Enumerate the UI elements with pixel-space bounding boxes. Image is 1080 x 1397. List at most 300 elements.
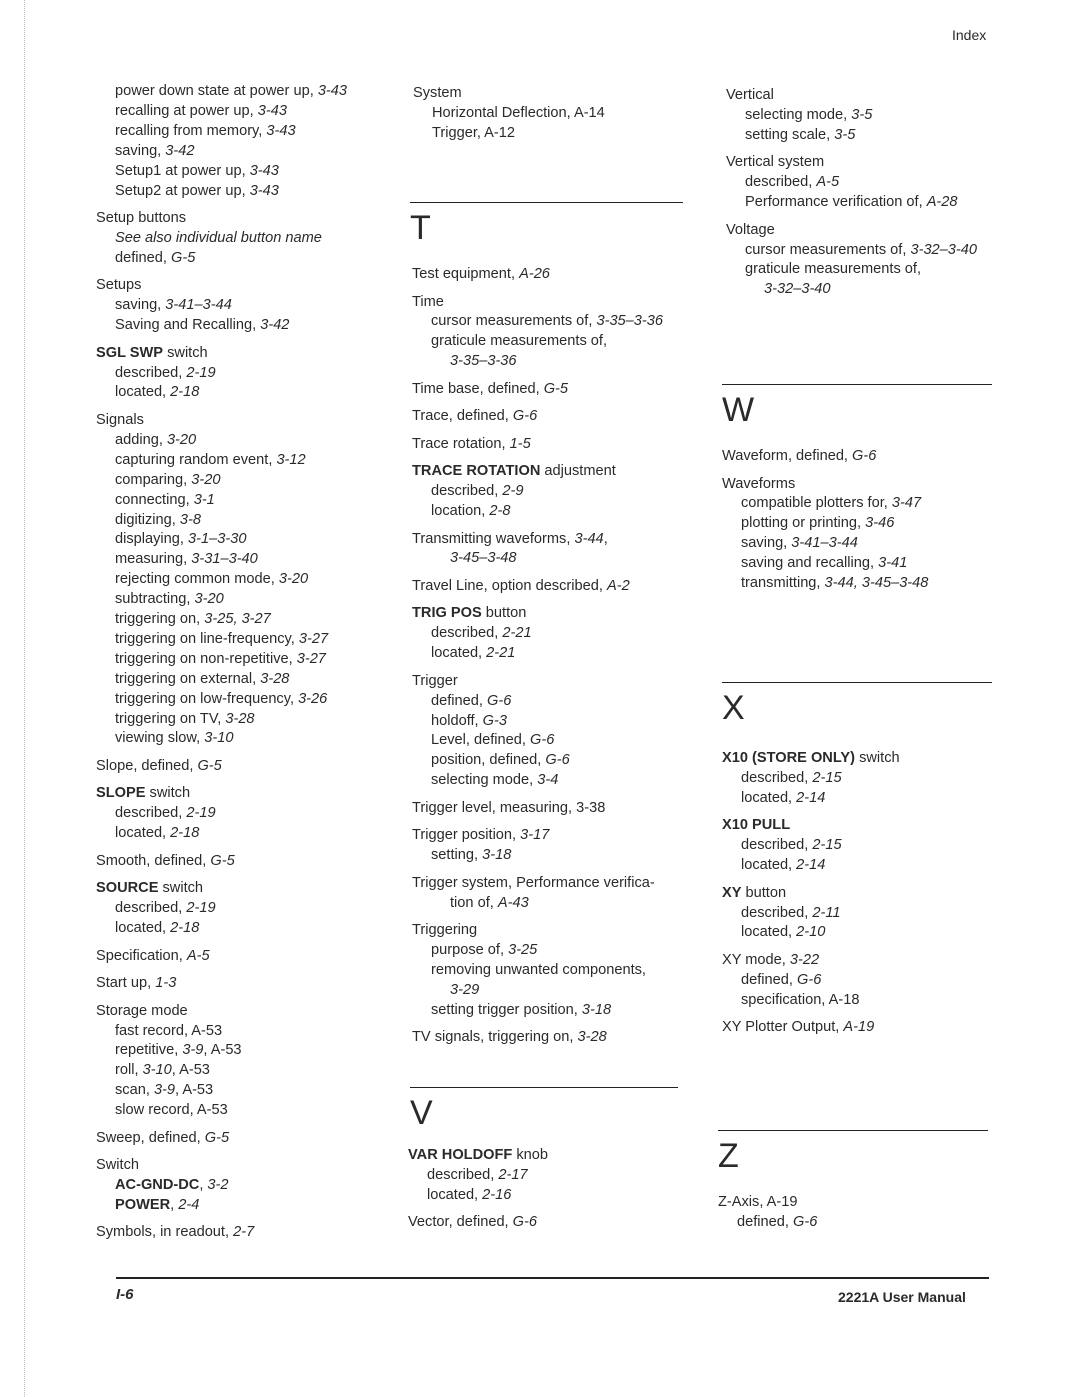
entry-text: Setup2 at power up, [115, 182, 250, 199]
page-reference: 3-41 [878, 555, 908, 572]
index-term [412, 799, 683, 819]
index-subterm [726, 126, 977, 146]
entry-text: Triggering [412, 922, 478, 939]
page-reference: 3-41–3-44 [791, 535, 858, 552]
index-subterm [96, 710, 347, 730]
index-subterm [96, 804, 347, 824]
page-reference: 3-10 [142, 1062, 172, 1079]
section-letter: T [410, 209, 431, 247]
index-entry [412, 293, 683, 373]
index-entry [412, 1028, 683, 1048]
entry-text: triggering on external, [115, 670, 261, 687]
page-reference: 3-17 [520, 827, 550, 844]
index-term [96, 1002, 347, 1022]
entry-text: Transmitting waveforms, [412, 530, 575, 547]
index-entry [96, 784, 347, 844]
index-entry [96, 276, 347, 336]
entry-text: defined, [741, 971, 797, 988]
page-reference: 3-20 [278, 571, 309, 588]
page-reference: A-5 [816, 174, 840, 191]
index-subterm [722, 574, 992, 594]
page-reference: 3-9 [182, 1042, 204, 1059]
entry-text: defined, [737, 1213, 793, 1230]
page-reference: G-5 [197, 757, 222, 774]
page-reference: 3-44, 3-45–3-48 [824, 575, 929, 592]
page-reference: G-6 [793, 1213, 818, 1230]
index-subterm [412, 751, 683, 771]
entry-text: connecting, [115, 491, 194, 508]
entry-text: fast record, A-53 [115, 1022, 223, 1039]
entry-text: located, [431, 645, 487, 662]
index-subterm [722, 836, 992, 856]
index-subterm [96, 1022, 347, 1042]
index-subterm [412, 624, 683, 644]
page-reference: 2-18 [170, 825, 200, 842]
page-reference: 2-19 [186, 364, 216, 381]
entry-text: slow record, A-53 [115, 1102, 228, 1119]
section-x-entries [722, 749, 992, 1038]
entry-text: Travel Line, option described, [412, 577, 607, 594]
section-w [722, 384, 992, 602]
index-term [96, 784, 347, 804]
entry-text: Time base, defined, [412, 380, 544, 397]
entry-text: knob [512, 1147, 549, 1163]
page-reference: 3-20 [194, 591, 224, 608]
index-subterm [96, 122, 347, 142]
entry-text: selecting mode, [431, 772, 538, 789]
section-t [410, 202, 683, 1056]
index-subterm [412, 1001, 683, 1021]
page-reference: 3-18 [482, 847, 512, 864]
index-subterm [412, 771, 683, 791]
entry-text: saving and recalling, [741, 555, 879, 572]
index-subterm [722, 923, 992, 943]
index-subterm [96, 162, 347, 182]
page-reference: 3-2 [207, 1177, 229, 1194]
index-subterm [96, 1061, 347, 1081]
index-term [722, 884, 992, 904]
page-reference: A-2 [606, 577, 630, 594]
page-reference: G-6 [530, 732, 555, 749]
index-term [722, 447, 992, 467]
entry-text: tion of, [450, 894, 498, 911]
page-reference: G-5 [204, 1129, 230, 1146]
index-term [96, 947, 347, 967]
index-subterm [96, 1081, 347, 1101]
index-subterm [96, 102, 347, 122]
index-entry [412, 826, 683, 866]
entry-text: selecting mode, [745, 106, 852, 123]
index-subterm [412, 644, 683, 664]
index-term [408, 1213, 678, 1233]
index-subterm [96, 610, 347, 630]
index-term [718, 1193, 988, 1213]
control-name: X10 PULL [722, 817, 791, 834]
index-entry [412, 407, 683, 427]
control-name: POWER [115, 1196, 171, 1213]
page-reference: 3-43 [257, 102, 287, 119]
section-letter: Z [718, 1137, 739, 1175]
index-subterm [96, 491, 347, 511]
page-reference: G-6 [487, 692, 512, 709]
entry-text: , [199, 1177, 208, 1194]
index-term [412, 672, 683, 692]
page-reference: 2-17 [498, 1166, 528, 1183]
index-subterm [722, 991, 992, 1011]
page-reference: 3-44 [574, 530, 604, 547]
entry-text: setting trigger position, [431, 1001, 582, 1018]
page-reference: G-6 [852, 448, 877, 464]
page-reference: 2-4 [178, 1196, 200, 1213]
index-subterm [96, 1101, 347, 1121]
index-subterm [722, 789, 992, 809]
entry-text: described, [115, 805, 187, 822]
index-subterm [722, 769, 992, 789]
entry-text: Performance verification of, [745, 194, 927, 211]
index-subterm [96, 316, 347, 336]
index-entry [726, 221, 977, 301]
page-reference: 3-47 [891, 495, 922, 512]
index-subterm [412, 482, 683, 502]
entry-text: Smooth, defined, [96, 852, 211, 869]
control-name: X10 (STORE ONLY) [722, 750, 856, 766]
page-reference: A-43 [497, 894, 529, 911]
entry-text: switch [163, 344, 208, 361]
entry-text: graticule measurements of, [431, 333, 608, 350]
index-entry [412, 265, 683, 285]
entry-text: described, [431, 483, 503, 500]
entry-text: capturing random event, [115, 451, 277, 468]
index-subterm [96, 650, 347, 670]
entry-text: described, [741, 904, 813, 921]
page-reference: 2-21 [502, 625, 532, 642]
index-term [96, 209, 347, 229]
index-subterm [412, 941, 683, 961]
page-reference: 3-32–3-40 [910, 241, 978, 258]
entry-text: Sweep, defined, [96, 1129, 205, 1146]
entry-text: repetitive, [115, 1042, 183, 1059]
index-entry [412, 530, 683, 570]
index-subterm [96, 511, 347, 531]
index-term [412, 462, 683, 482]
control-name: VAR HOLDOFF [408, 1147, 513, 1163]
entry-text: triggering on line-frequency, [115, 630, 299, 647]
index-entry [726, 153, 977, 213]
index-term [722, 749, 992, 769]
index-subterm [722, 971, 992, 991]
page-reference: 3-5 [851, 106, 873, 123]
index-subterm [412, 502, 683, 522]
page-reference: 3-29 [450, 981, 480, 998]
index-entry [96, 209, 347, 269]
page-reference: 1-5 [509, 435, 531, 452]
entry-text: XY mode, [722, 951, 790, 968]
entry-text: , [603, 530, 608, 547]
page-reference: 3-22 [789, 951, 820, 968]
index-subterm [722, 554, 992, 574]
index-subterm [96, 550, 347, 570]
page-reference: G-5 [171, 249, 196, 266]
index-entry [96, 1002, 347, 1121]
index-entry [412, 921, 683, 1021]
entry-text: described, [427, 1166, 499, 1183]
entry-text: position, defined, [431, 752, 546, 769]
entry-text: setting scale, [745, 126, 835, 143]
index-entry [96, 879, 347, 939]
section-rule [410, 1087, 678, 1088]
index-subterm [726, 193, 977, 213]
entry-text: Slope, defined, [96, 757, 198, 774]
page-reference: 3-5 [834, 126, 856, 143]
index-subterm [412, 981, 683, 1001]
index-entry [412, 462, 683, 522]
index-entry [96, 852, 347, 872]
entry-text: saving, [115, 142, 166, 159]
entry-text: saving, [115, 297, 166, 314]
section-rule [722, 384, 992, 385]
page-reference: 2-15 [812, 769, 842, 786]
entry-text: graticule measurements of, [745, 261, 922, 278]
entry-text: Saving and Recalling, [115, 317, 261, 334]
entry-text: , A-53 [203, 1042, 242, 1059]
page-reference: 3-45–3-48 [450, 550, 517, 567]
page-reference: 3-1–3-30 [188, 531, 247, 548]
index-entry [96, 411, 347, 749]
index-subterm [412, 549, 683, 569]
entry-text: button [481, 605, 527, 622]
page-reference: 2-7 [233, 1224, 255, 1241]
index-subterm [96, 249, 347, 269]
index-subterm [96, 364, 347, 384]
index-subterm [412, 692, 683, 712]
section-v-continued [726, 86, 977, 308]
index-subterm [96, 471, 347, 491]
index-subterm [96, 182, 347, 202]
entry-text: Trigger [412, 672, 458, 689]
page-reference: 3-42 [260, 317, 290, 334]
section-rule [410, 202, 683, 203]
entry-text: XY Plotter Output, [722, 1019, 844, 1036]
index-term [412, 921, 683, 941]
index-subterm [722, 514, 992, 534]
entry-text: roll, [115, 1062, 143, 1079]
index-entry [412, 604, 683, 664]
entry-text: described, [741, 837, 813, 854]
page-reference: 2-10 [796, 924, 826, 941]
index-subterm [412, 894, 683, 914]
control-name: AC-GND-DC [115, 1177, 200, 1194]
index-entry [408, 1146, 678, 1206]
page-reference: 3-43 [249, 162, 279, 179]
section-z [718, 1130, 988, 1240]
index-term [96, 852, 347, 872]
entry-text: Trigger system, Performance verifica- [412, 874, 655, 891]
page-reference: 2-19 [186, 805, 216, 822]
page-reference: 3-10 [204, 730, 234, 747]
index-entry [412, 799, 683, 819]
entry-text: located, [115, 920, 171, 937]
index-subterm [412, 712, 683, 732]
entry-text: Horizontal Deflection, A-14 [432, 104, 605, 121]
index-subterm [96, 229, 347, 249]
entry-text: located, [741, 857, 797, 874]
index-subterm [412, 846, 683, 866]
entry-text: Specification, [96, 947, 187, 964]
index-entry [96, 1129, 347, 1149]
index-term [96, 411, 347, 431]
index-term [96, 276, 347, 296]
entry-text: switch [158, 880, 204, 897]
section-letter: V [410, 1094, 433, 1132]
index-term [412, 577, 683, 597]
index-subterm [96, 1041, 347, 1061]
index-subterm [412, 731, 683, 751]
entry-text: removing unwanted components, [431, 961, 646, 978]
page-reference: 3-43 [317, 83, 348, 99]
page-reference: G-3 [482, 712, 507, 729]
entry-text: Setups [96, 277, 142, 294]
index-subterm [413, 124, 605, 144]
entry-text: Vertical system [726, 154, 825, 171]
page-reference: 2-16 [482, 1186, 512, 1203]
entry-text: recalling at power up, [115, 102, 258, 119]
entry-text: Setup1 at power up, [115, 162, 250, 179]
entry-text: viewing slow, [115, 730, 205, 747]
control-name: XY [722, 884, 742, 901]
index-subterm [726, 106, 977, 126]
index-subterm [96, 570, 347, 590]
control-name: SLOPE [96, 785, 146, 802]
index-subterm [412, 352, 683, 372]
index-entry [96, 1156, 347, 1216]
entry-text: Z-Axis, A-19 [718, 1194, 798, 1210]
entry-text: Time [412, 293, 444, 310]
index-term [722, 816, 992, 836]
page-reference: 3-25, 3-27 [204, 611, 271, 628]
index-term [412, 874, 683, 894]
index-subterm [408, 1166, 678, 1186]
page-reference: 3-20 [191, 471, 221, 488]
entry-text: location, [431, 503, 490, 520]
entry-text: digitizing, [115, 511, 180, 528]
page-reference: 2-15 [812, 837, 842, 854]
entry-text: plotting or printing, [741, 515, 866, 532]
index-entry [722, 884, 992, 944]
page-number: I-6 [116, 1286, 134, 1303]
page-reference: G-6 [797, 971, 822, 988]
index-term [408, 1146, 678, 1166]
section-w-entries [722, 447, 992, 594]
entry-text: Trace rotation, [412, 435, 510, 452]
entry-text: Trace, defined, [412, 408, 513, 425]
section-letter: W [722, 391, 755, 429]
index-subterm [96, 729, 347, 749]
page-reference: G-6 [545, 752, 570, 769]
index-term [722, 951, 992, 971]
entry-text: triggering on, [115, 611, 205, 628]
index-entry [96, 82, 347, 201]
entry-text: adjustment [540, 463, 616, 480]
entry-text: TV signals, triggering on, [412, 1029, 578, 1046]
index-term [96, 1223, 347, 1243]
index-term [96, 344, 347, 364]
index-subterm [722, 904, 992, 924]
entry-text: Start up, [96, 975, 156, 992]
entry-text: compatible plotters for, [741, 495, 892, 512]
control-name: TRACE ROTATION [412, 463, 541, 480]
page-reference: 3-28 [225, 710, 255, 727]
index-entry [96, 1223, 347, 1243]
index-subterm [96, 82, 347, 102]
page-reference: 3-31–3-40 [191, 551, 258, 568]
entry-text: located, [741, 789, 797, 806]
entry-text: triggering on low-frequency, [115, 690, 299, 707]
entry-text: described, [431, 625, 503, 642]
page-reference: A-5 [186, 947, 210, 964]
index-entry [722, 816, 992, 876]
entry-text: System [413, 85, 462, 101]
entry-text: located, [115, 825, 171, 842]
page-reference: 3-35–3-36 [450, 353, 517, 370]
index-subterm [96, 899, 347, 919]
page-reference: 2-18 [170, 920, 200, 937]
entry-text: saving, [741, 535, 792, 552]
entry-text: measuring, [115, 551, 192, 568]
index-term [96, 757, 347, 777]
section-rule [718, 1130, 988, 1131]
page-reference: 3-8 [179, 511, 201, 528]
page-reference: 2-18 [170, 384, 200, 401]
page-reference: 3-27 [296, 650, 326, 667]
entry-text: switch [145, 785, 191, 802]
page-reference: G-5 [543, 380, 569, 397]
entry-text: described, [745, 174, 817, 191]
index-column-1 [96, 82, 347, 1251]
entry-text: Vector, defined, [408, 1214, 513, 1231]
page-reference: 2-11 [812, 904, 841, 921]
index-term [726, 221, 977, 241]
page-reference: 3-42 [165, 142, 195, 159]
control-name: TRIG POS [412, 605, 482, 622]
entry-text: comparing, [115, 471, 192, 488]
index-subterm [96, 431, 347, 451]
page-reference: 3-27 [298, 630, 329, 647]
entry-text: triggering on TV, [115, 710, 226, 727]
page-reference: 3-43 [266, 122, 296, 139]
entry-text: switch [855, 750, 900, 766]
entry-text: transmitting, [741, 575, 825, 592]
page-reference: 3-28 [260, 670, 290, 687]
index-term [722, 475, 992, 495]
page-reference: A-19 [843, 1019, 875, 1036]
index-entry [722, 447, 992, 467]
index-term [412, 293, 683, 313]
index-entry [412, 435, 683, 455]
entry-text: button [741, 884, 787, 901]
entry-text: defined, [115, 249, 171, 266]
index-subterm [96, 670, 347, 690]
page-reference: 2-14 [796, 857, 826, 874]
entry-text: subtracting, [115, 591, 195, 608]
index-entry [722, 475, 992, 594]
entry-text: Trigger position, [412, 827, 521, 844]
index-subterm [96, 296, 347, 316]
index-term [412, 407, 683, 427]
index-subterm [96, 630, 347, 650]
index-term [412, 826, 683, 846]
index-term [412, 380, 683, 400]
index-subterm [412, 961, 683, 981]
